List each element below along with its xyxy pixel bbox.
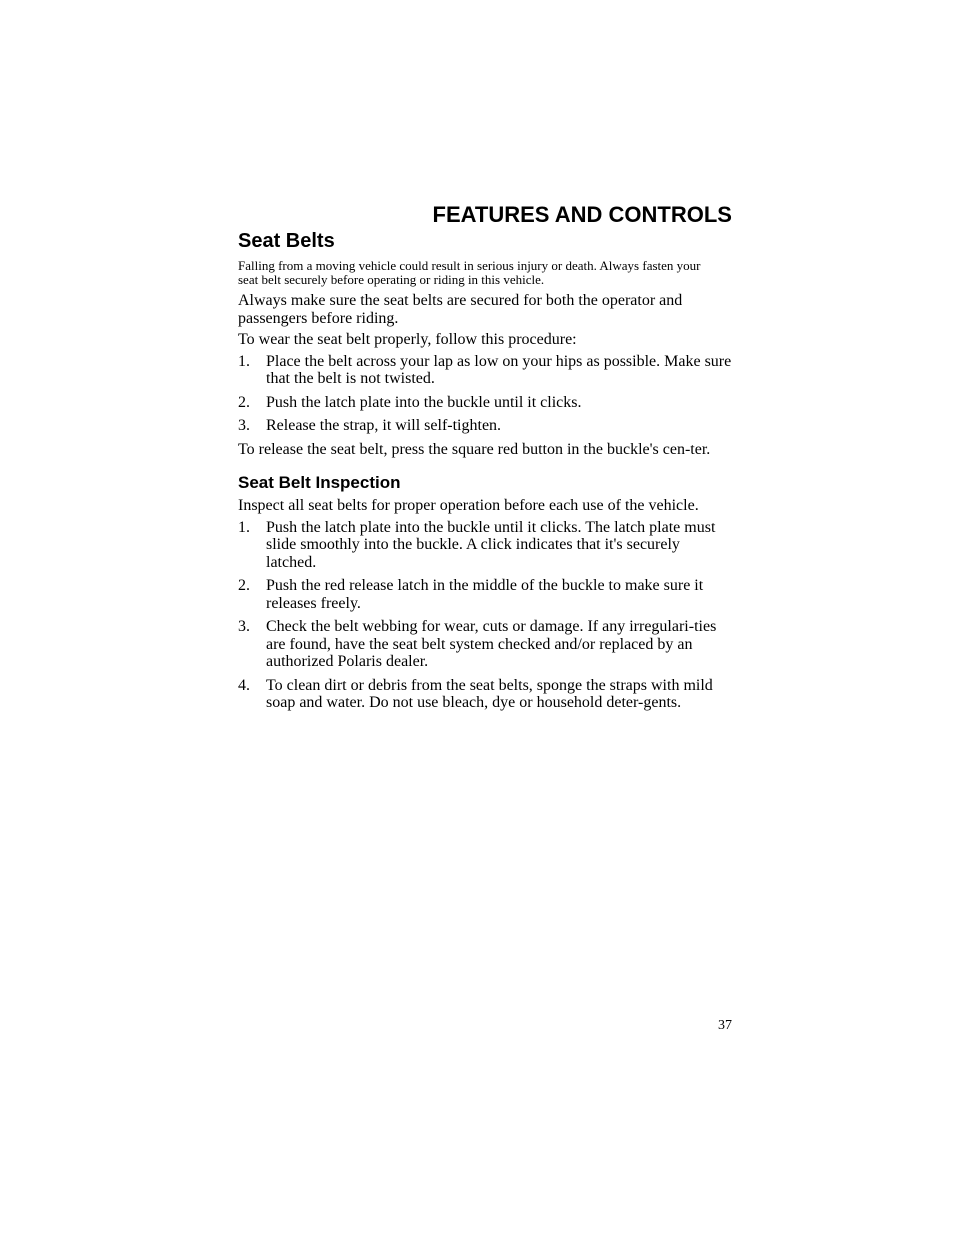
list-item xyxy=(238,394,734,412)
secure-belts-paragraph: Always make sure the seat belts are secured for both the operator and passengers before riding. xyxy=(238,292,683,327)
inspection-steps-list xyxy=(238,519,734,712)
page-number: 37 xyxy=(718,1018,732,1033)
list-item xyxy=(238,618,734,671)
step-number: 2. xyxy=(238,577,250,594)
inspection-heading: Seat Belt Inspection xyxy=(238,473,401,492)
safety-warning: Falling from a moving vehicle could result in serious injury or death. Always fasten your seat belt securely before operating or riding in this vehicle. xyxy=(238,258,701,287)
list-item xyxy=(238,519,734,572)
step-text: Check the belt webbing for wear, cuts or damage. If any irregulari-ties are found, have the seat belt system checked and/or replaced by an authorized Polaris dealer. xyxy=(266,618,717,670)
step-text: Push the latch plate into the buckle until it clicks. xyxy=(266,393,582,411)
list-item xyxy=(238,353,734,388)
list-item xyxy=(238,577,734,612)
step-number: 1. xyxy=(238,518,250,536)
step-text: Release the strap, it will self-tighten. xyxy=(266,417,502,434)
seat-belts-heading: Seat Belts xyxy=(238,230,335,252)
body-text xyxy=(238,292,734,718)
section-title: FEATURES AND CONTROLS xyxy=(432,202,732,227)
wear-steps-list xyxy=(238,353,734,435)
step-number: 3. xyxy=(238,618,250,635)
list-item xyxy=(238,417,734,435)
step-number: 2. xyxy=(238,393,250,411)
wear-procedure-intro: To wear the seat belt properly, follow this procedure: xyxy=(238,331,577,348)
inspection-intro: Inspect all seat belts for proper operation before each use of the vehicle. xyxy=(238,497,699,514)
step-number: 3. xyxy=(238,417,250,434)
step-number: 4. xyxy=(238,676,250,694)
step-number: 1. xyxy=(238,352,250,370)
step-text: To clean dirt or debris from the seat belts, sponge the straps with mild soap and water. Do not use bleach, dye or household deter-gents. xyxy=(266,676,713,711)
release-paragraph: To release the seat belt, press the square red button in the buckle's cen-ter. xyxy=(238,440,711,458)
step-text: Place the belt across your lap as low on your hips as possible. Make sure that the belt is not twisted. xyxy=(266,352,732,387)
step-text: Push the red release latch in the middle of the buckle to make sure it releases freely. xyxy=(266,577,704,612)
list-item xyxy=(238,677,734,712)
step-text: Push the latch plate into the buckle until it clicks. The latch plate must slide smoothly into the buckle. A click indicates that it's securely latched. xyxy=(266,518,716,571)
